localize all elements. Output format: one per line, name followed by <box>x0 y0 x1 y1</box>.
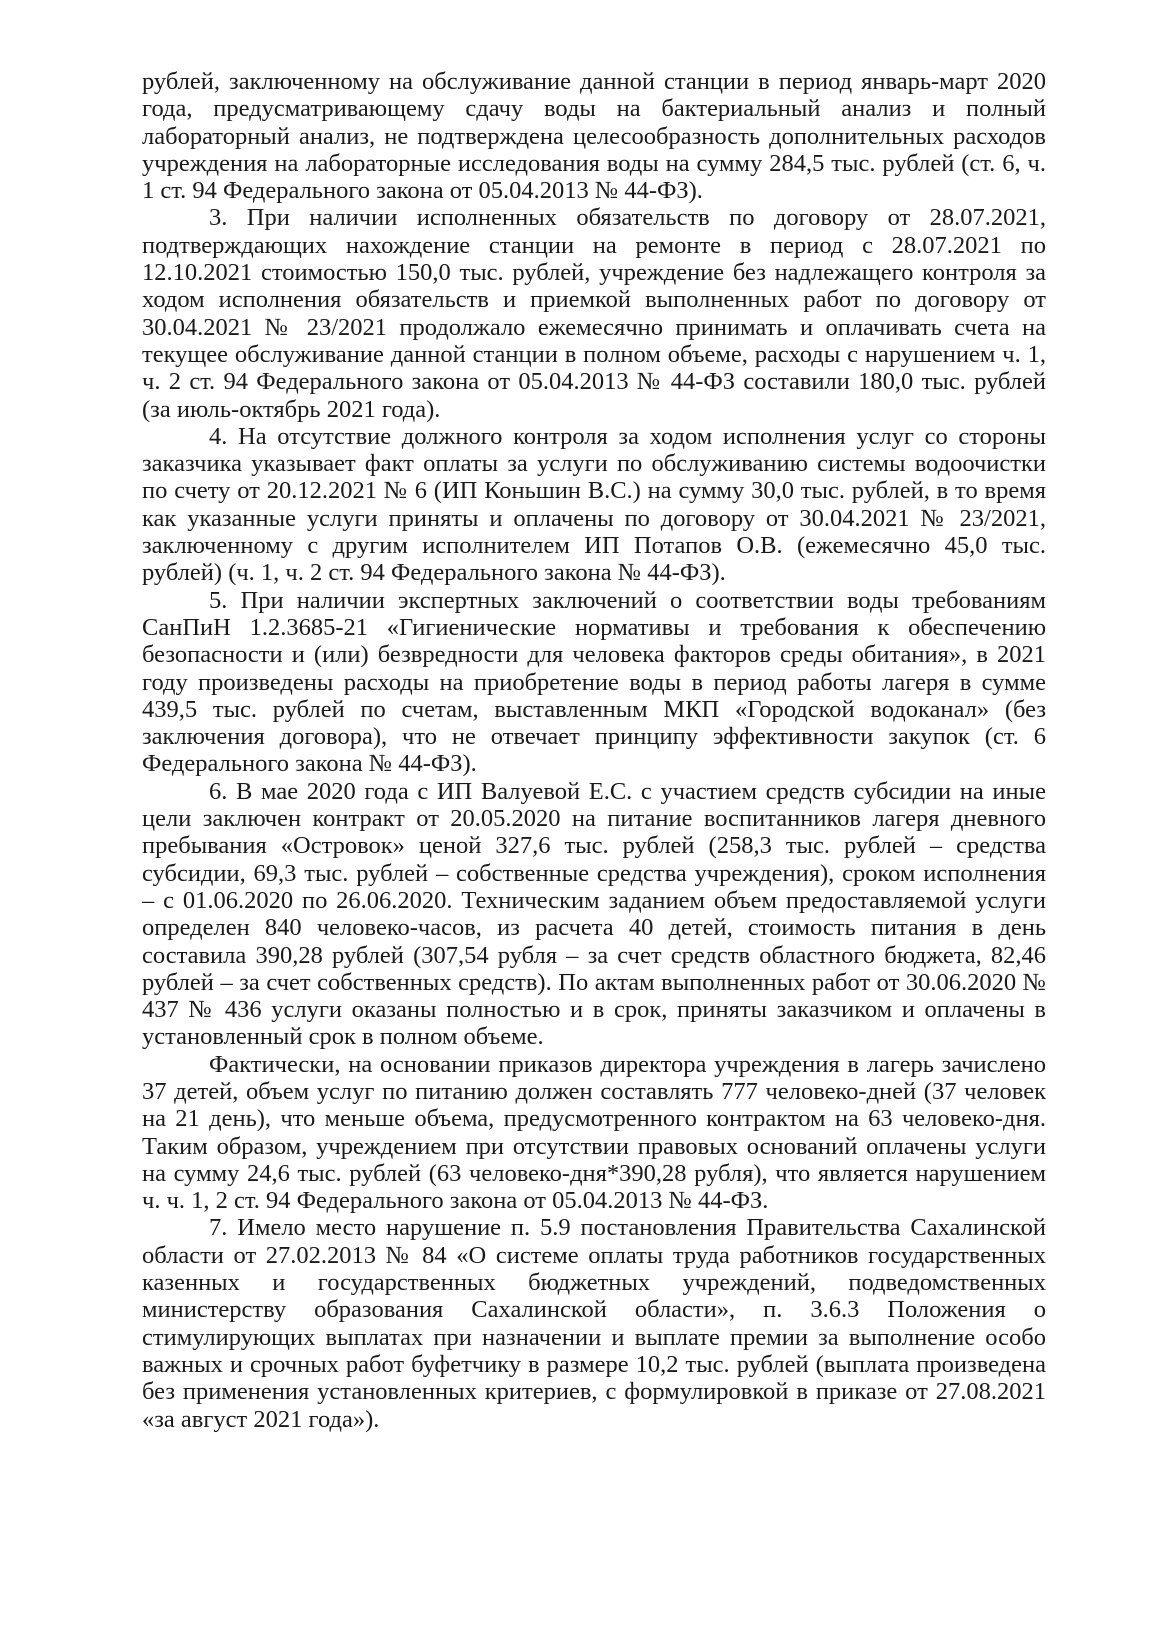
paragraph-item-6-continued: Фактически, на основании приказов директора учреждения в лагерь зачислено 37 детей, объем услуг по питанию должен составлять 777 человеко-дней (37 человек на 21 день), что меньше объема, предусмотренного контрактом на 63 человеко-дня. Таким образом, учреждением при отсутствии правовых оснований оплачены услуги на сумму 24,6 тыс. рублей (63 человеко-дня*390,28 рубля), что является нарушением ч. ч. 1, 2 ст. 94 Федерального закона от 05.04.2013 № 44-ФЗ. <box>142 1050 1046 1215</box>
paragraph-item-4: 4. На отсутствие должного контроля за ходом исполнения услуг со стороны заказчика указывает факт оплаты за услуги по обслуживанию системы водоочистки по счету от 20.12.2021 № 6 (ИП Коньшин В.С.) на сумму 30,0 тыс. рублей, в то время как указанные услуги приняты и оплачены по договору от 30.04.2021 № 23/2021, заключенному с другим исполнителем ИП Потапов О.В. (ежемесячно 45,0 тыс. рублей) (ч. 1, ч. 2 ст. 94 Федерального закона № 44-ФЗ). <box>142 422 1046 587</box>
paragraph-continuation: рублей, заключенному на обслуживание данной станции в период январь-март 2020 года, предусматривающему сдачу воды на бактериальный анализ и полный лабораторный анализ, не подтверждена целесообразность дополнительных расходов учреждения на лабораторные исследования воды на сумму 284,5 тыс. рублей (ст. 6, ч. 1 ст. 94 Федерального закона от 05.04.2013 № 44-ФЗ). <box>142 68 1046 205</box>
paragraph-item-3: 3. При наличии исполненных обязательств по договору от 28.07.2021, подтверждающих нахождение станции на ремонте в период с 28.07.2021 по 12.10.2021 стоимостью 150,0 тыс. рублей, учреждение без надлежащего контроля за ходом исполнения обязательств и приемкой выполненных работ по договору от 30.04.2021 № 23/2021 продолжало ежемесячно принимать и оплачивать счета на текущее обслуживание данной станции в полном объеме, расходы с нарушением ч. 1, ч. 2 ст. 94 Федерального закона от 05.04.2013 № 44-ФЗ составили 180,0 тыс. рублей (за июль-октябрь 2021 года). <box>142 204 1046 423</box>
paragraph-item-5: 5. При наличии экспертных заключений о соответствии воды требованиям СанПиН 1.2.3685-21 «Гигиенические нормативы и требования к обеспечению безопасности и (или) безвредности для человека факторов среды обитания», в 2021 году произведены расходы на приобретение воды в период работы лагеря в сумме 439,5 тыс. рублей по счетам, выставленным МКП «Городской водоканал» (без заключения договора), что не отвечает принципу эффективности закупок (ст. 6 Федерального закона № 44-ФЗ). <box>142 586 1046 778</box>
document-page <box>142 68 1046 1433</box>
paragraph-item-7: 7. Имело место нарушение п. 5.9 постановления Правительства Сахалинской области от 27.02.2013 № 84 «О системе оплаты труда работников государственных казенных и государственных бюджетных учреждений, подведомственных министерству образования Сахалинской области», п. 3.6.3 Положения о стимулирующих выплатах при назначении и выплате премии за выполнение особо важных и срочных работ буфетчику в размере 10,2 тыс. рублей (выплата произведена без применения установленных критериев, с формулировкой в приказе от 27.08.2021 «за август 2021 года»). <box>142 1214 1046 1433</box>
paragraph-item-6: 6. В мае 2020 года с ИП Валуевой Е.С. с участием средств субсидии на иные цели заключен контракт от 20.05.2020 на питание воспитанников лагеря дневного пребывания «Островок» ценой 327,6 тыс. рублей (258,3 тыс. рублей – средства субсидии, 69,3 тыс. рублей – собственные средства учреждения), сроком исполнения – с 01.06.2020 по 26.06.2020. Техническим заданием объем предоставляемой услуги определен 840 человеко-часов, из расчета 40 детей, стоимость питания в день составила 390,28 рублей (307,54 рубля – за счет средств областного бюджета, 82,46 рублей – за счет собственных средств). По актам выполненных работ от 30.06.2020 № 437 № 436 услуги оказаны полностью и в срок, приняты заказчиком и оплачены в установленный срок в полном объеме. <box>142 777 1046 1051</box>
